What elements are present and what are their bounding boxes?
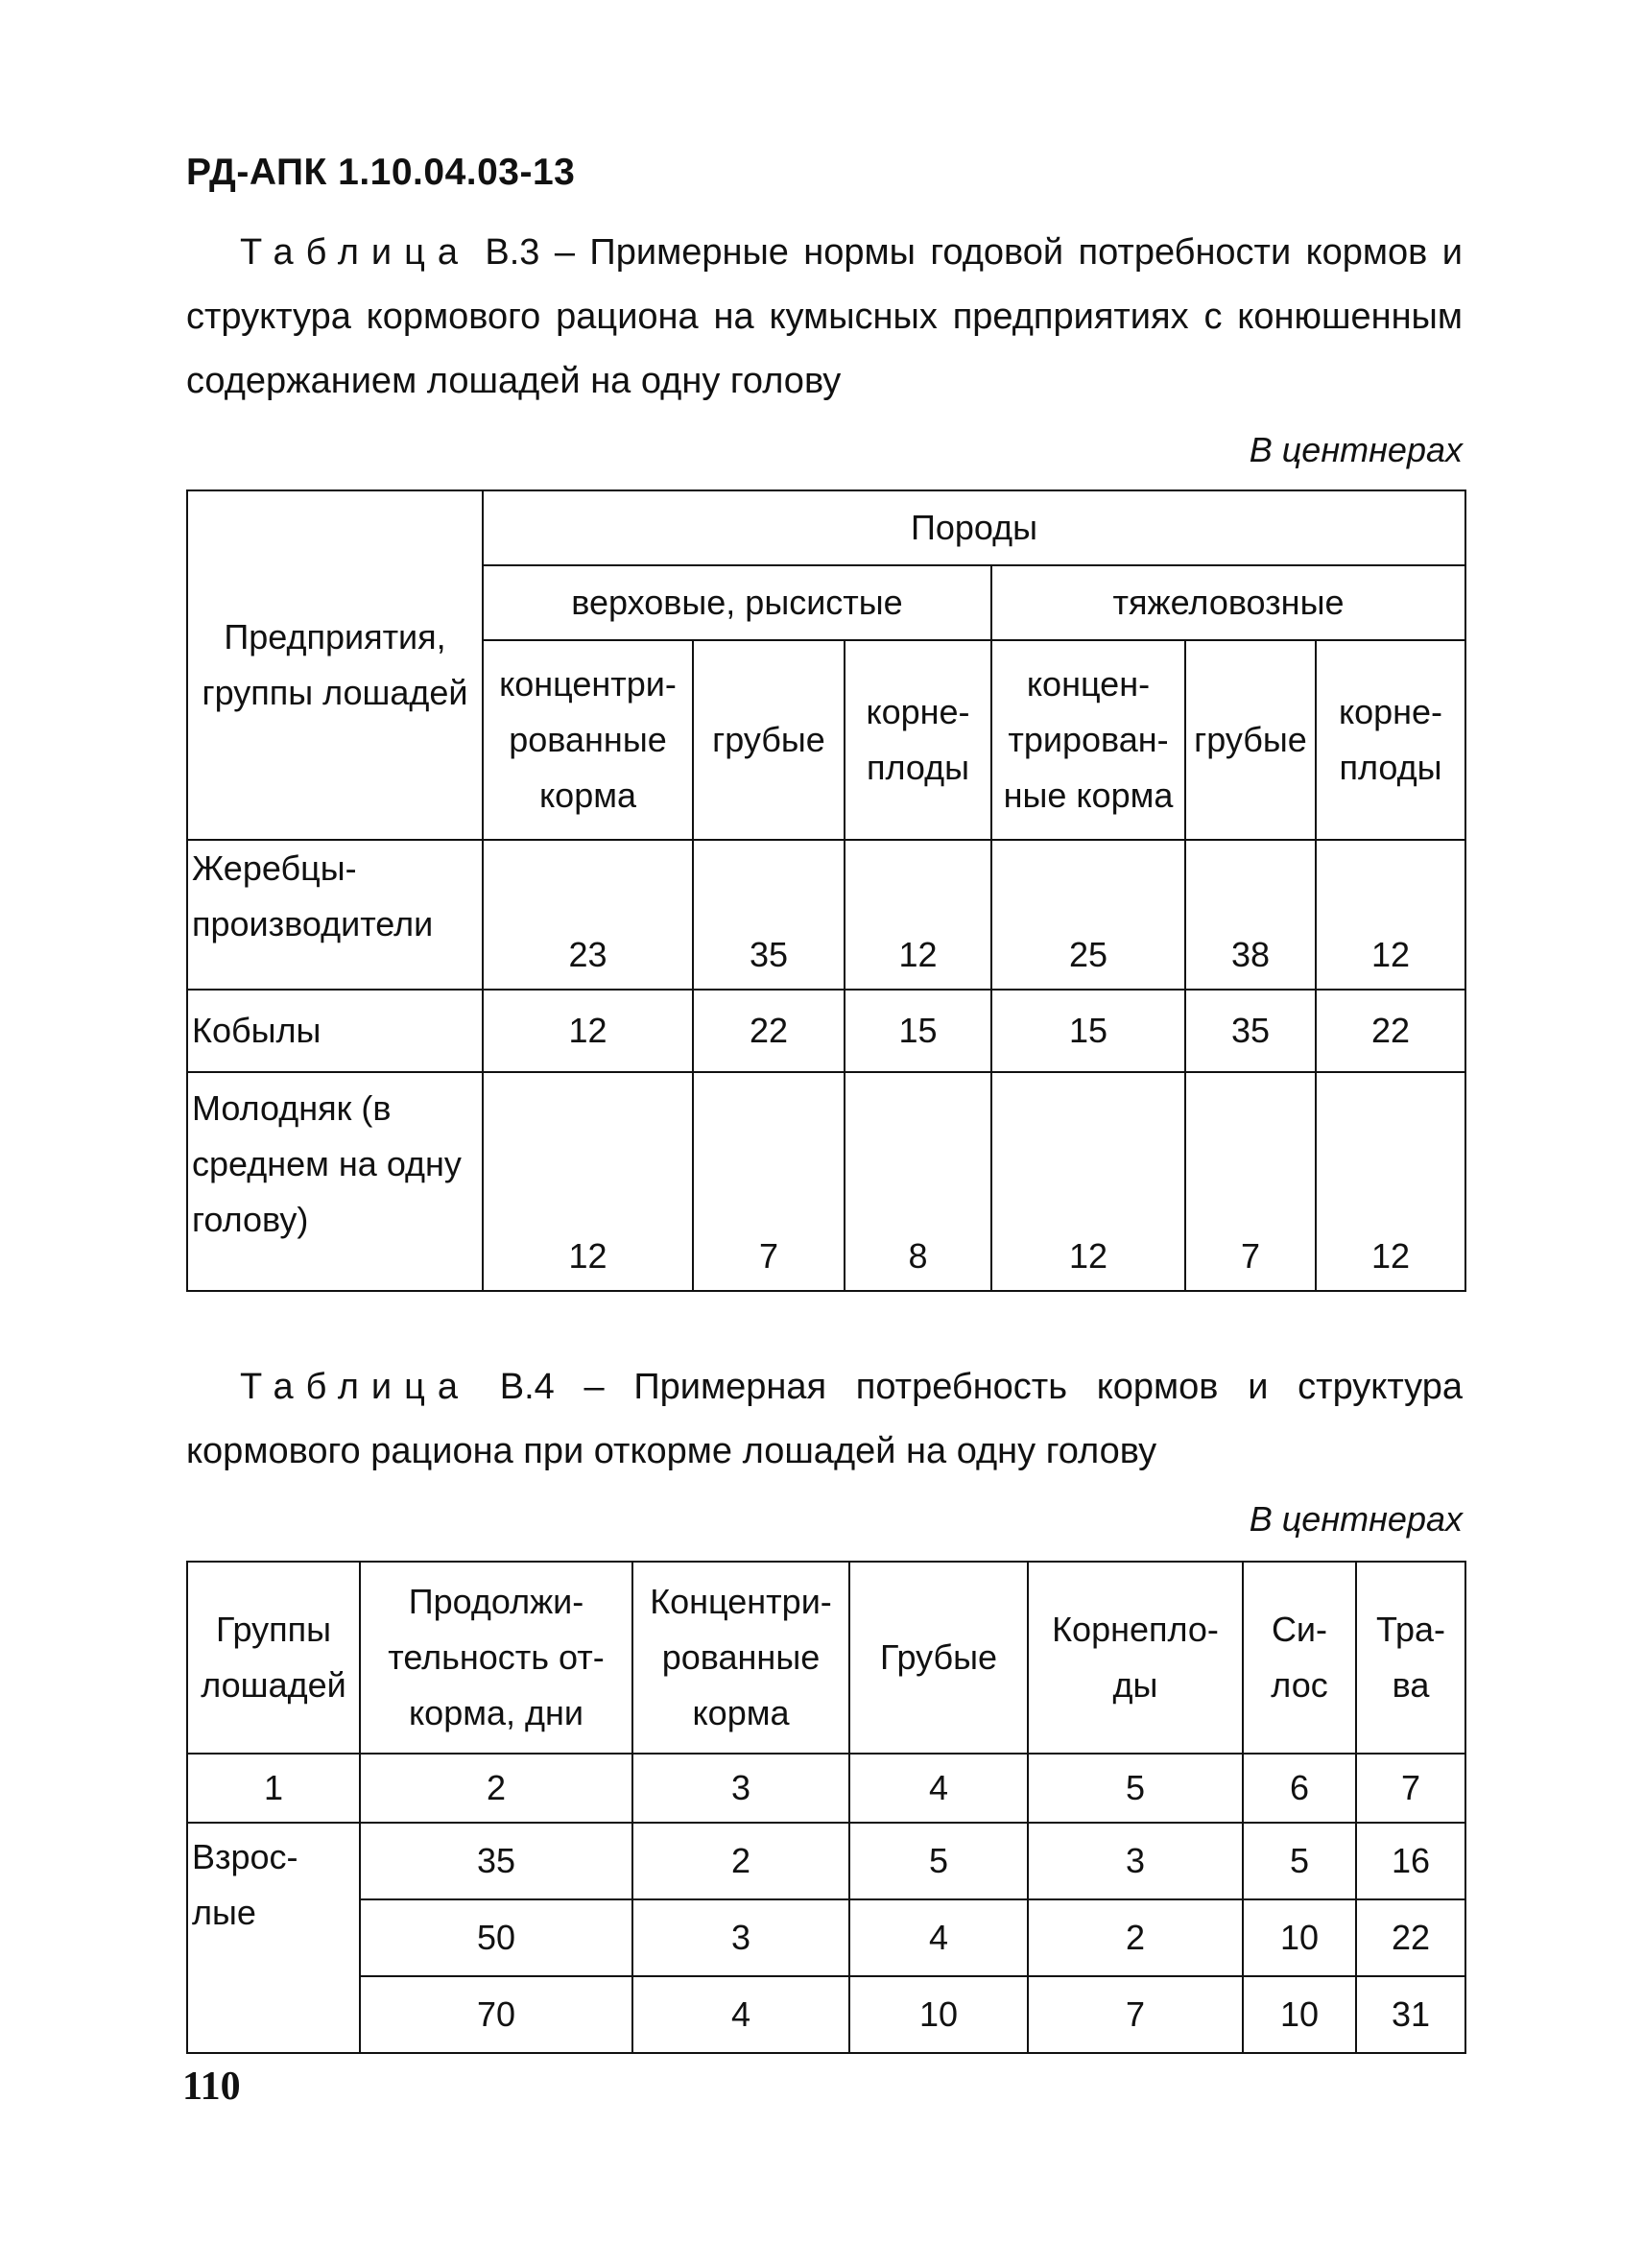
table-cell: 5: [1243, 1823, 1356, 1899]
table-cell: 10: [1243, 1976, 1356, 2053]
table-row: [187, 1899, 1465, 1976]
column-number: 4: [849, 1754, 1028, 1823]
table-cell: 3: [632, 1899, 849, 1976]
table-b4-header: Тра-ва: [1356, 1562, 1465, 1754]
table-b4-numbering-row: [187, 1754, 1465, 1823]
row-label: Взрос-лые: [187, 1823, 360, 2053]
table-cell: 12: [991, 1072, 1185, 1291]
table-cell: 70: [360, 1976, 632, 2053]
table-cell: 25: [991, 840, 1185, 990]
table-cell: 22: [1356, 1899, 1465, 1976]
table-row: [187, 840, 1465, 990]
table-cell: 15: [991, 990, 1185, 1072]
table-row: [187, 1823, 1465, 1899]
table-cell: 35: [693, 840, 845, 990]
table-b3-subcol: корне-плоды: [845, 640, 991, 840]
table-cell: 50: [360, 1899, 632, 1976]
column-number: 2: [360, 1754, 632, 1823]
table-cell: 23: [483, 840, 693, 990]
table-cell: 10: [1243, 1899, 1356, 1976]
table-b4-header: Концентри-рованные корма: [632, 1562, 849, 1754]
table-cell: 15: [845, 990, 991, 1072]
document-code: РД-АПК 1.10.04.03-13: [186, 152, 576, 193]
table-cell: 16: [1356, 1823, 1465, 1899]
column-number: 1: [187, 1754, 360, 1823]
table-cell: 38: [1185, 840, 1316, 990]
table-b4-header: Продолжи-тельность от-корма, дни: [360, 1562, 632, 1754]
table-cell: 5: [849, 1823, 1028, 1899]
table-cell: 22: [1316, 990, 1465, 1072]
row-label: Кобылы: [187, 990, 483, 1072]
table-b3-group-riding: верховые, рысистые: [483, 565, 991, 640]
table-b3-subcol: грубые: [693, 640, 845, 840]
column-number: 6: [1243, 1754, 1356, 1823]
table-cell: 35: [360, 1823, 632, 1899]
table-b4-caption-text: В.4 – Примерная потребность кормов и структура кормового рациона при откорме лошадей на одну голову: [186, 1367, 1463, 1471]
table-cell: 12: [1316, 840, 1465, 990]
table-cell: 7: [693, 1072, 845, 1291]
table-b4-header: Корнепло-ды: [1028, 1562, 1243, 1754]
table-row: [187, 1976, 1465, 2053]
table-b4-header: Си-лос: [1243, 1562, 1356, 1754]
table-b3-subcol: грубые: [1185, 640, 1316, 840]
page-number: 110: [182, 2065, 241, 2109]
table-b4: [186, 1561, 1466, 2054]
table-row: [187, 990, 1465, 1072]
table-b3-units: В центнерах: [1249, 430, 1463, 469]
table-b3-caption-text: В.3 – Примерные нормы годовой потребности кормов и структура кормового рациона на кумысных предприятиях с конюшенным содержанием лошадей на одну голову: [186, 232, 1463, 401]
table-b3-caption: [186, 221, 1463, 414]
table-b3-subcol: концентри-рованные корма: [483, 640, 693, 840]
table-cell: 2: [1028, 1899, 1243, 1976]
row-label: Молодняк (в среднем на одну голову): [187, 1072, 483, 1291]
table-cell: 10: [849, 1976, 1028, 2053]
table-b3-subcol: концен-трирован-ные корма: [991, 640, 1185, 840]
table-cell: 7: [1185, 1072, 1316, 1291]
table-cell: 12: [483, 990, 693, 1072]
table-b3-col-breeds: Породы: [483, 490, 1465, 565]
table-cell: 35: [1185, 990, 1316, 1072]
table-cell: 22: [693, 990, 845, 1072]
table-cell: 7: [1028, 1976, 1243, 2053]
column-number: 3: [632, 1754, 849, 1823]
column-number: 5: [1028, 1754, 1243, 1823]
table-cell: 12: [845, 840, 991, 990]
table-cell: 12: [1316, 1072, 1465, 1291]
table-b3-col-enterprises: Предприятия, группы лошадей: [187, 490, 483, 840]
table-cell: 31: [1356, 1976, 1465, 2053]
table-cell: 12: [483, 1072, 693, 1291]
table-b4-caption-label: Таблица: [240, 1367, 470, 1407]
table-b4-caption: [186, 1355, 1463, 1484]
table-b3-caption-label: Таблица: [240, 232, 470, 273]
table-row: [187, 1072, 1465, 1291]
table-b3-group-heavy: тяжеловозные: [991, 565, 1465, 640]
table-b4-header: Грубые: [849, 1562, 1028, 1754]
table-cell: 8: [845, 1072, 991, 1291]
column-number: 7: [1356, 1754, 1465, 1823]
table-cell: 3: [1028, 1823, 1243, 1899]
table-cell: 4: [849, 1899, 1028, 1976]
row-label: Жеребцы-производители: [187, 840, 483, 990]
table-b4-header: Группы лошадей: [187, 1562, 360, 1754]
table-b3: [186, 489, 1466, 1292]
table-cell: 2: [632, 1823, 849, 1899]
table-b3-subcol: корне-плоды: [1316, 640, 1465, 840]
table-cell: 4: [632, 1976, 849, 2053]
table-b4-units: В центнерах: [1249, 1499, 1463, 1539]
